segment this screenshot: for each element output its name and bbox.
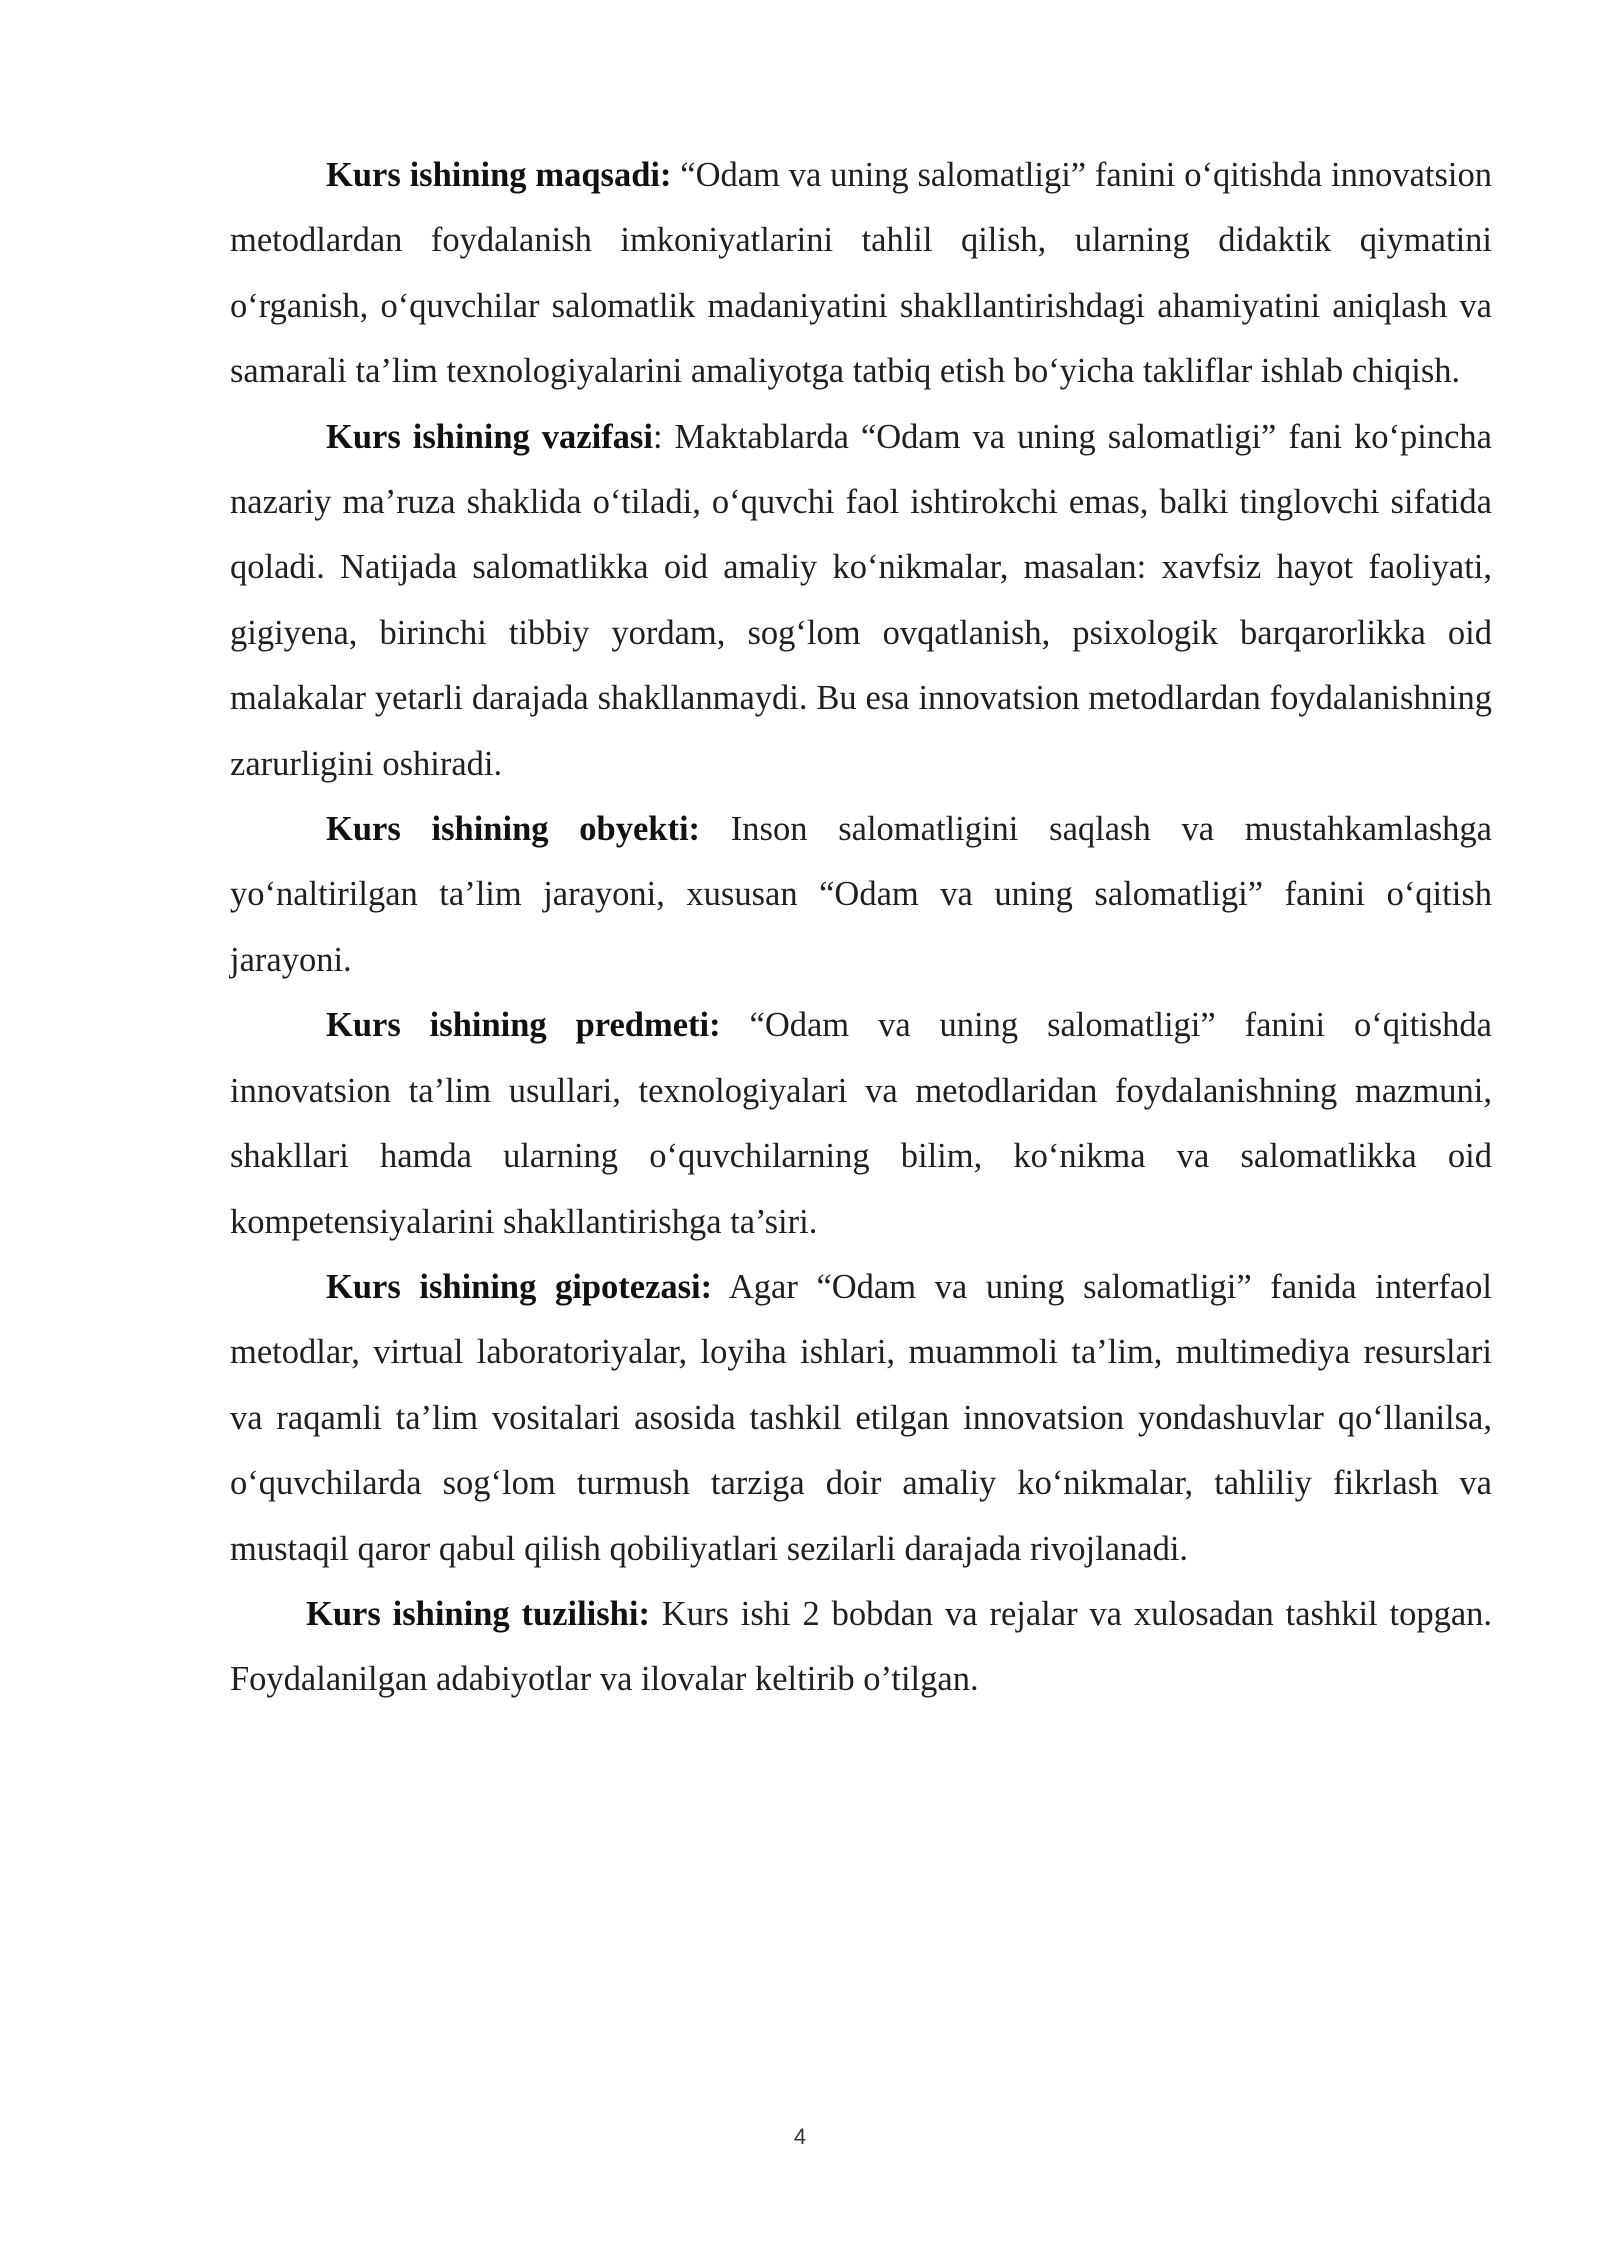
- paragraph-text: Inson salomatligini saqlash va mustahkamlashga yo‘naltirilgan ta’lim jarayoni, xususan “Odam va uning salomatligi” fanini o‘qitish jarayoni.: [230, 810, 1492, 979]
- document-body: [230, 143, 1492, 1713]
- paragraph-obyekti: [230, 797, 1492, 993]
- paragraph-heading: Kurs ishining obyekti:: [326, 810, 701, 849]
- paragraph-text: Kurs ishi 2 bobdan va rejalar va xulosadan tashkil topgan. Foydalanilgan adabiyotlar va ilovalar keltirib o’tilgan.: [230, 1594, 1493, 1699]
- paragraph-heading: Kurs ishining tuzilishi:: [306, 1594, 650, 1633]
- paragraph-text: Agar “Odam va uning salomatligi” fanida interfaol metodlar, virtual laboratoriyalar, loyiha ishlari, muammoli ta’lim, multimediya resurslari va raqamli ta’lim vositalari asosida tashkil etilgan innovatsion yondashuvlar qo‘llanilsa, o‘quvchilarda sog‘lom turmush tarziga doir amaliy ko‘nikmalar, tahliliy fikrlash va mustaqil qaror qabul qilish qobiliyatlari sezilarli darajada rivojlanadi.: [230, 1267, 1492, 1568]
- paragraph-text: : Maktablarda “Odam va uning salomatligi” fani ko‘pincha nazariy ma’ruza shaklida o‘tiladi, o‘quvchi faol ishtirokchi emas, balki tinglovchi sifatida qoladi. Natijada salomatlikka oid amaliy ko‘nikmalar, masalan: xavfsiz hayot faoliyati, gigiyena, birinchi tibbiy yordam, sog‘lom ovqatlanish, psixologik barqarorlikka oid malakalar yetarli darajada shakllanmaydi. Bu esa innovatsion metodlardan foydalanishning zarurligini oshiradi.: [230, 417, 1492, 783]
- paragraph-heading: Kurs ishining vazifasi: [326, 417, 653, 456]
- paragraph-tuzilishi: [230, 1582, 1492, 1713]
- paragraph-vazifasi: [230, 405, 1492, 797]
- paragraph-gipotezasi: [230, 1255, 1492, 1582]
- paragraph-predmeti: [230, 993, 1492, 1255]
- paragraph-heading: Kurs ishining gipotezasi:: [326, 1267, 713, 1306]
- page-number: 4: [793, 2124, 807, 2149]
- paragraph-text: “Odam va uning salomatligi” fanini o‘qitishda innovatsion metodlardan foydalanish imkoniyatlarini tahlil qilish, ularning didaktik qiymatini o‘rganish, o‘quvchilar salomatlik madaniyatini shakllantirishdagi ahamiyatini aniqlash va samarali ta’lim texnologiyalarini amaliyotga tatbiq etish bo‘yicha takliflar ishlab chiqish.: [230, 156, 1492, 391]
- paragraph-maqsadi: [230, 143, 1492, 405]
- paragraph-text: “Odam va uning salomatligi” fanini o‘qitishda innovatsion ta’lim usullari, texnologiyalari va metodlaridan foydalanishning mazmuni, shakllari hamda ularning o‘quvchilarning bilim, ko‘nikma va salomatlikka oid kompetensiyalarini shakllantirishga ta’siri.: [230, 1006, 1492, 1241]
- paragraph-heading: Kurs ishining predmeti:: [326, 1006, 721, 1045]
- paragraph-heading: Kurs ishining maqsadi:: [326, 156, 672, 194]
